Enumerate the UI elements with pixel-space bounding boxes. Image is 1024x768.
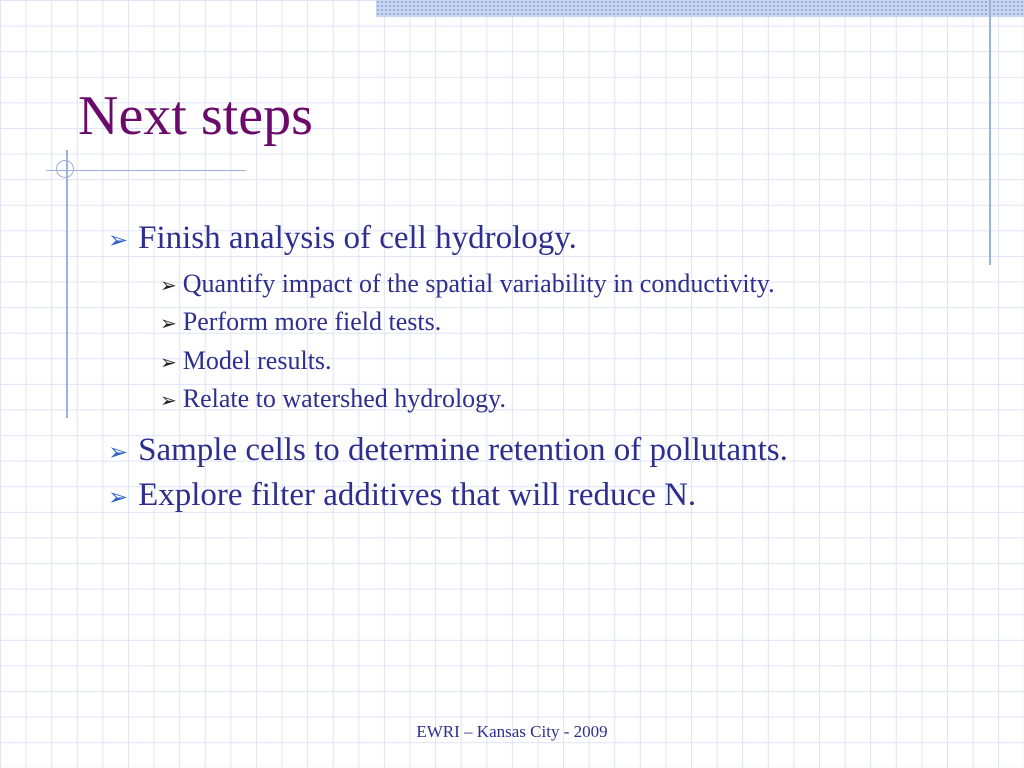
sub-bullet-item: [160, 304, 800, 340]
bullet-text: Sample cells to determine retention of pollutants.: [138, 431, 788, 468]
arrow-bullet-icon: ➢: [160, 351, 177, 374]
title-underline-rule: [46, 170, 246, 171]
bullet-item: [108, 432, 988, 470]
sub-bullet-item: [160, 266, 800, 302]
sub-bullet-list: [108, 266, 988, 418]
top-decorative-band: [376, 0, 1024, 17]
bullet-text: Explore filter additives that will reduce N.: [138, 477, 697, 514]
arrow-bullet-icon: ➢: [160, 274, 177, 297]
sub-bullet-text: Relate to watershed hydrology.: [182, 384, 506, 414]
sub-bullet-text: Quantify impact of the spatial variability in conductivity.: [182, 268, 775, 298]
arrow-bullet-icon: ➢: [160, 313, 177, 336]
arrow-bullet-icon: ➢: [108, 439, 129, 466]
slide-title: Next steps: [78, 85, 313, 147]
sub-bullet-text: Perform more field tests.: [182, 307, 442, 337]
arrow-bullet-icon: ➢: [160, 390, 177, 413]
crosshair-circle-icon: [56, 160, 74, 178]
footer-text: EWRI – Kansas City - 2009: [416, 722, 608, 741]
slide-footer: [0, 722, 1024, 742]
sub-bullet-item: [160, 381, 800, 417]
right-vertical-rule: [989, 0, 991, 265]
bullet-list: [108, 220, 988, 523]
sub-bullet-group: [108, 266, 988, 418]
sub-bullet-item: [160, 343, 800, 379]
left-vertical-rule: [66, 150, 68, 418]
bullet-item: [108, 220, 988, 258]
arrow-bullet-icon: ➢: [108, 485, 129, 512]
bullet-text: Finish analysis of cell hydrology.: [138, 220, 577, 256]
arrow-bullet-icon: ➢: [108, 228, 129, 254]
sub-bullet-text: Model results.: [182, 345, 332, 375]
bullet-item: [108, 477, 988, 515]
